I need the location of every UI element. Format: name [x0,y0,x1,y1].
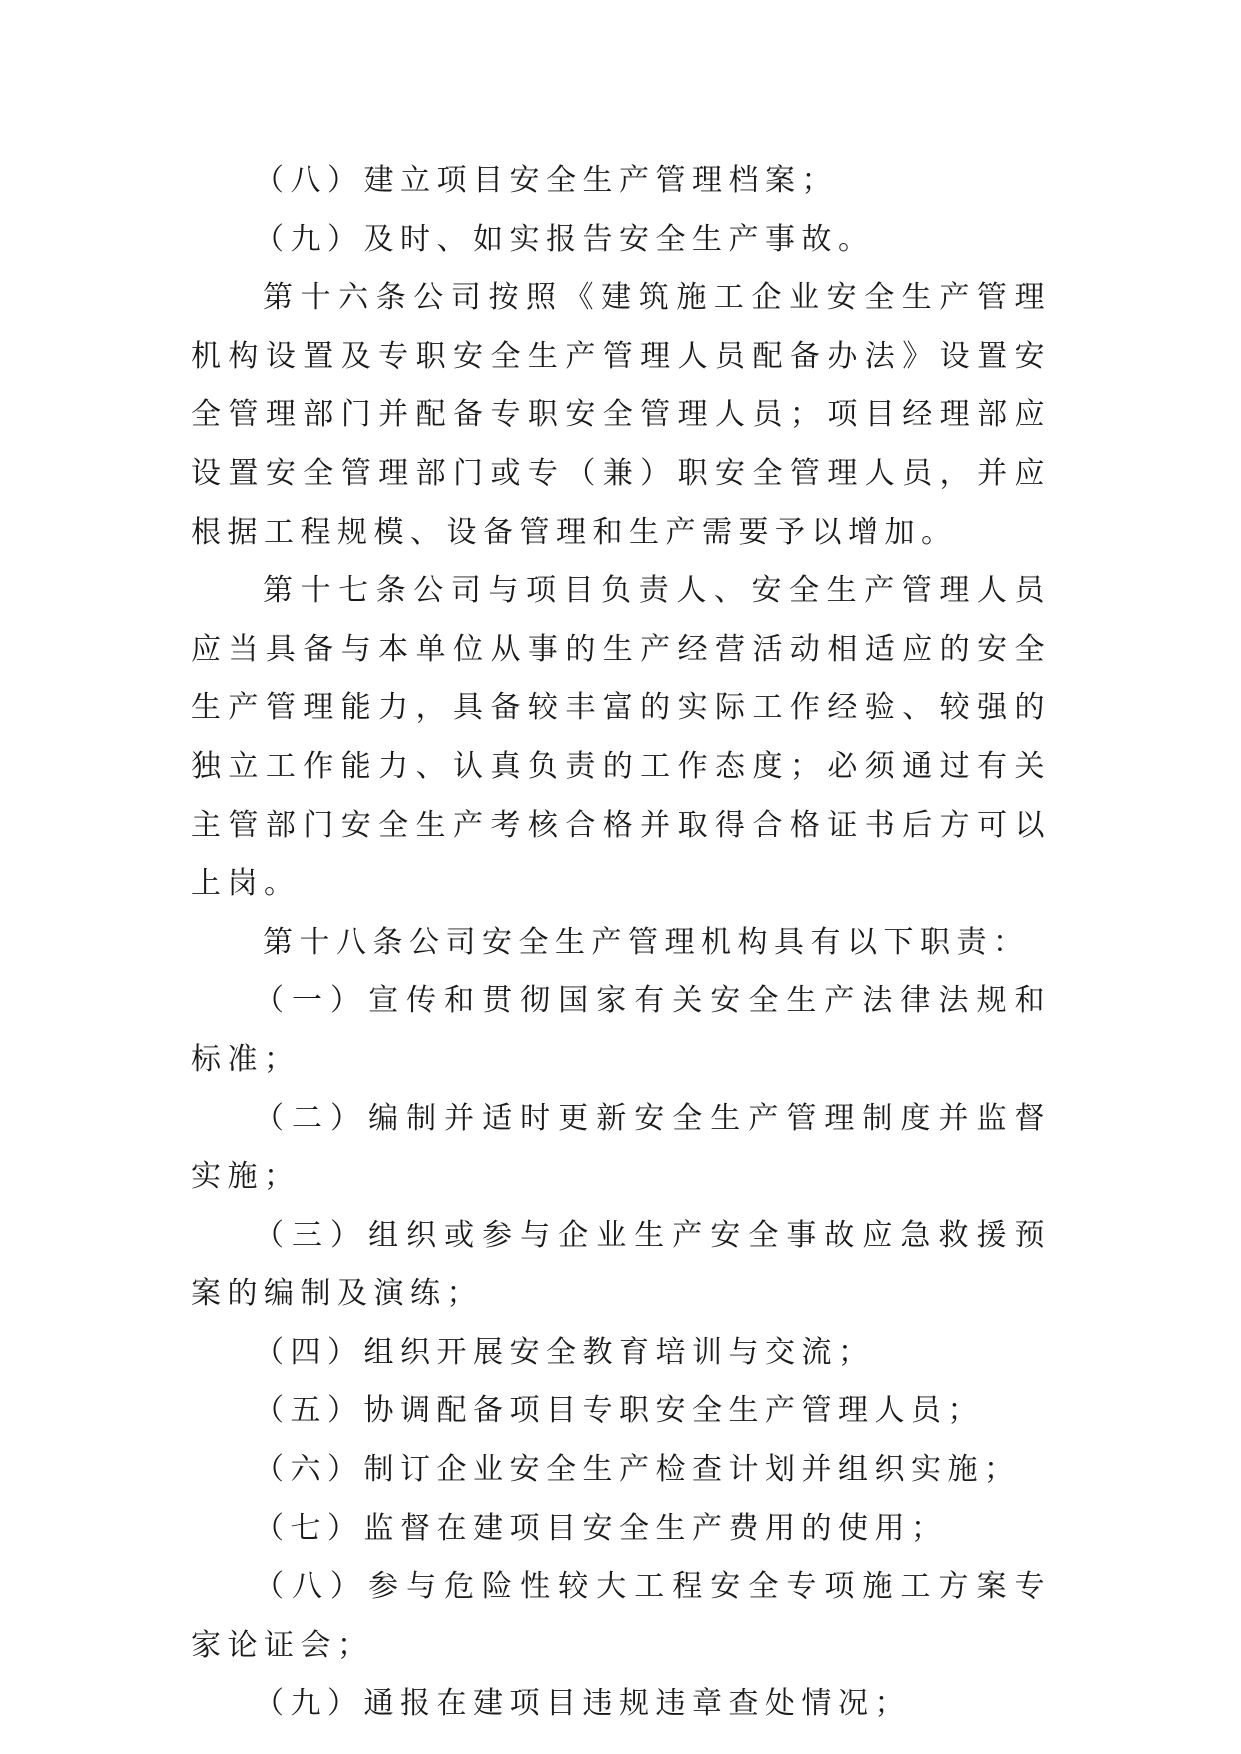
paragraph-duty-7: （七）监督在建项目安全生产费用的使用； [254,1510,948,1546]
paragraph-duty-6: （六）制订企业安全生产检查计划并组织实施； [254,1452,1021,1488]
paragraph-duty-5: （五）协调配备项目专职安全生产管理人员； [254,1393,984,1429]
document-body [191,152,1051,1734]
paragraph-article-16: 第十六条公司按照《建筑施工企业安全生产管理机构设置及专职安全生产管理人员配备办法》设置安全管理部门并配备专职安全管理人员；项目经理部应设置安全管理部门或专（兼）职安全管理人员，并应根据工程规模、设备管理和生产需要予以增加。 [191,280,1051,550]
paragraph-article-17: 第十七条公司与项目负责人、安全生产管理人员应当具备与本单位从事的生产经营活动相适应的安全生产管理能力，具备较丰富的实际工作经验、较强的独立工作能力、认真负责的工作态度；必须通过有关主管部门安全生产考核合格并取得合格证书后方可以上岗。 [191,573,1051,902]
paragraph-duty-9: （九）通报在建项目违规违章查处情况； [254,1686,911,1722]
paragraph-duty-8: （八）参与危险性较大工程安全专项施工方案专家论证会； [191,1569,1051,1663]
paragraph-article-18: 第十八条公司安全生产管理机构具有以下职责： [263,924,1030,960]
paragraph-duty-4: （四）组织开展安全教育培训与交流； [254,1334,875,1370]
paragraph-item-9-report: （九）及时、如实报告安全生产事故。 [254,221,875,257]
paragraph-duty-1: （一）宣传和贯彻国家有关安全生产法律法规和标准； [191,983,1051,1077]
paragraph-duty-2: （二）编制并适时更新安全生产管理制度并监督实施； [191,1100,1051,1195]
paragraph-duty-3: （三）组织或参与企业生产安全事故应急救援预案的编制及演练； [191,1217,1051,1312]
paragraph-item-8-archive: （八）建立项目安全生产管理档案； [254,163,838,198]
